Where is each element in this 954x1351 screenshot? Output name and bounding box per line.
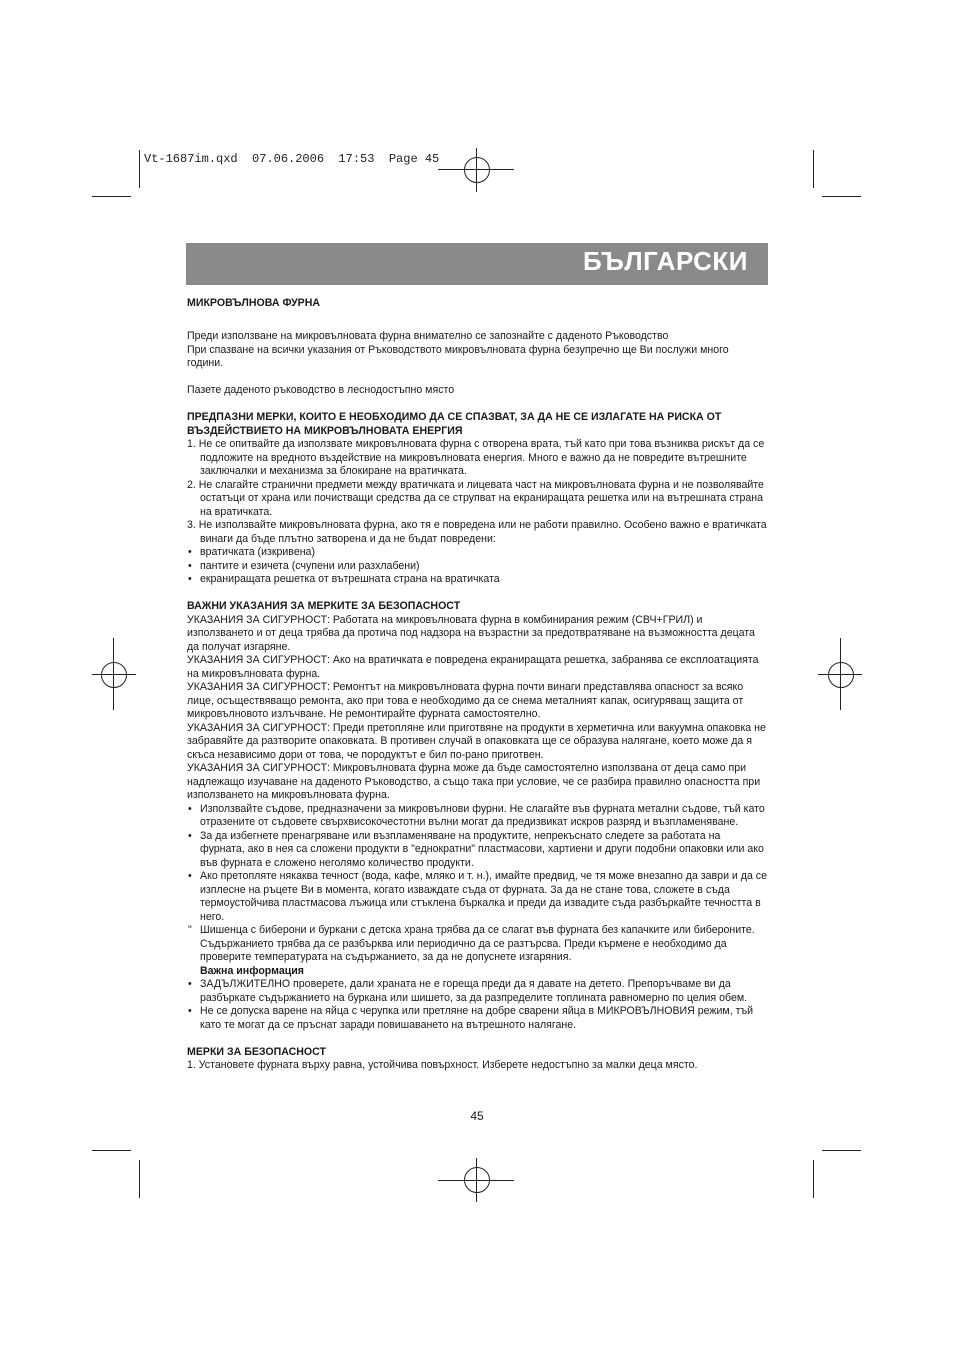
- safety-heading: ВАЖНИ УКАЗАНИЯ ЗА МЕРКИТЕ ЗА БЕЗОПАСНОСТ: [187, 600, 461, 612]
- list-item: • ЗАДЪЛЖИТЕЛНО проверете, дали храната не е гореща преди да я давате на детето. Препоръчваме ви да разбъркате съдържанието на буркана или шишето, за да разпределите топлината равномерно по целия обем.: [188, 978, 748, 1004]
- precaution-item: 2. Не слагайте странични предмети между вратичката и лицевата част на микровълновата фурна и не позволявайте остатъци от храна или почистващи средства да се струпват на екраниращата решетка или на вътрешната страна на вратичката.: [187, 478, 764, 518]
- precaution-item: 1. Не се опитвайте да използвате микровълновата фурна с отворена врата, тъй като при това възниква рискът да се подложите на вредното въздействие на микровълновата енергия. Много е важно да не повредите вътрешните заключалки и механизма за блокиране на вратичката.: [187, 438, 765, 477]
- list-item: • Ако претопляте някаква течност (вода, кафе, мляко и т. н.), имайте предвид, че тя може внезапно да заври и да се изплесне на ръцете Ви в момента, когато изваждате съда от фурната. За да не стане това, сложете в съда термоустойчива пластмасова лъжица или стъклена бъркалка и преди да извадите съда разбъркайте течността в него.: [188, 870, 767, 923]
- safety-paragraph: УКАЗАНИЯ ЗА СИГУРНОСТ: Преди претопляне или приготвяне на продукти в херметична или вакуумна опаковка не забравяйте да разтворите опаковката. В противен случай в опаковката ще се образува налягане, което може да я скъса независимо дори от това, че породуктът е бил по-рано приготвен.: [187, 721, 766, 761]
- intro-heading: МИКРОВЪЛНОВА ФУРНА: [187, 297, 321, 309]
- document-body: [187, 297, 767, 1073]
- intro-line: Преди използване на микровълновата фурна внимателно се запознайте с даденото Ръководство: [187, 330, 669, 342]
- list-item: • екраниращата решетка от вътрешната страна на вратичката: [188, 573, 500, 585]
- list-item: • пантите и езичета (счупени или разхлабени): [188, 559, 420, 572]
- important-info-label: Важна информация: [200, 964, 304, 977]
- language-banner: [186, 243, 768, 285]
- list-item: • Не се допуска варене на яйца с черупка или претляне на добре сварени яйца в МИКРОВЪЛНОВИЯ режим, тъй като те могат да се пръснат заради повишаването на вътрешното налягане.: [188, 1005, 753, 1031]
- safety-paragraph: УКАЗАНИЯ ЗА СИГУРНОСТ: Ако на вратичката е повредена екраниращата решетка, забранява се експлоатацията на микровълновата фурна.: [187, 654, 759, 680]
- precaution-item: 3. Не използвайте микровълновата фурна, ако тя е повредена или не работи правилно. Особено важно е вратичката винаги да бъде плътно затворена и да не бъдат повредени:: [187, 519, 767, 545]
- intro-line: При спазване на всички указания от Ръководството микровълновата фурна безупречно ще Ви послужи много години.: [187, 343, 729, 369]
- measures-heading: МЕРКИ ЗА БЕЗОПАСНОСТ: [187, 1045, 327, 1058]
- banner-title: БЪЛГАРСКИ: [583, 246, 748, 276]
- page-number: 45: [470, 1109, 484, 1123]
- list-item: " Шишенца с биберони и буркани с детска храна трябва да се слагат във фурната без капачките или бибероните. Съдържанието трябва да се разбърква или периодично да се разтърсва. Преди кърмене е необходимо да проверите температурата на съдържанието, за да не допуснете изгаряния.: [188, 924, 755, 963]
- measures-item: 1. Установете фурната върху равна, устойчива повърхност. Изберете недостъпно за малки деца място.: [187, 1059, 698, 1071]
- print-slug: Vt-1687im.qxd 07.06.2006 17:53 Page 45: [144, 152, 440, 166]
- list-item: • Използвайте съдове, предназначени за микровълнови фурни. Не слагайте във фурната метални съдове, тъй като отразените от съдовете свърхвисокочестотни вълни могат да предизвикат искров разряд и възпламеняване.: [188, 802, 765, 828]
- safety-paragraph: УКАЗАНИЯ ЗА СИГУРНОСТ: Работата на микровълновата фурна в комбинирания режим (СВЧ+ГРИЛ) и използването и от деца трябва да протича под надзора на възрастни за предотвратяване на възможността децата да получат изгаряне.: [187, 613, 755, 653]
- precautions-heading: ПРЕДПАЗНИ МЕРКИ, КОИТО Е НЕОБХОДИМО ДА СЕ СПАЗВАТ, ЗА ДА НЕ СЕ ИЗЛАГАТЕ НА РИСКА ОТ ВЪЗДЕЙСТВИЕТО НА МИКРОВЪЛНОВАТА ЕНЕРГИЯ: [187, 411, 722, 437]
- list-item: • вратичката (изкривена): [188, 546, 315, 558]
- list-item: • За да избегнете пренагряване или възпламеняване на продуктите, непрекъснато следете за работата на фурната, ако в нея са сложени продукти в "еднократни" пластмасови, хартиени и други подобни опаковки или ако във фурната е сложено неголямо количество продукти.: [188, 829, 764, 869]
- keep-manual-note: Пазете даденото ръководство в леснодостъпно място: [187, 384, 455, 396]
- safety-paragraph: УКАЗАНИЯ ЗА СИГУРНОСТ: Микровълновата фурна може да бъде самостоятелно използвана от деца само при надлежащо изучаване на даденото Ръководство, а също така при условие, че се разбира правилно опасността при използването на микровълновата фурна.: [187, 762, 761, 801]
- safety-paragraph: УКАЗАНИЯ ЗА СИГУРНОСТ: Ремонтът на микровълновата фурна почти винаги представлява опасност за всяко лице, осъществяващо ремонта, ако при това е необходимо да се снема металният капак, осигуряващ защита от микровълновото излъчване. Не ремонтирайте фурната самостоятелно.: [187, 681, 744, 720]
